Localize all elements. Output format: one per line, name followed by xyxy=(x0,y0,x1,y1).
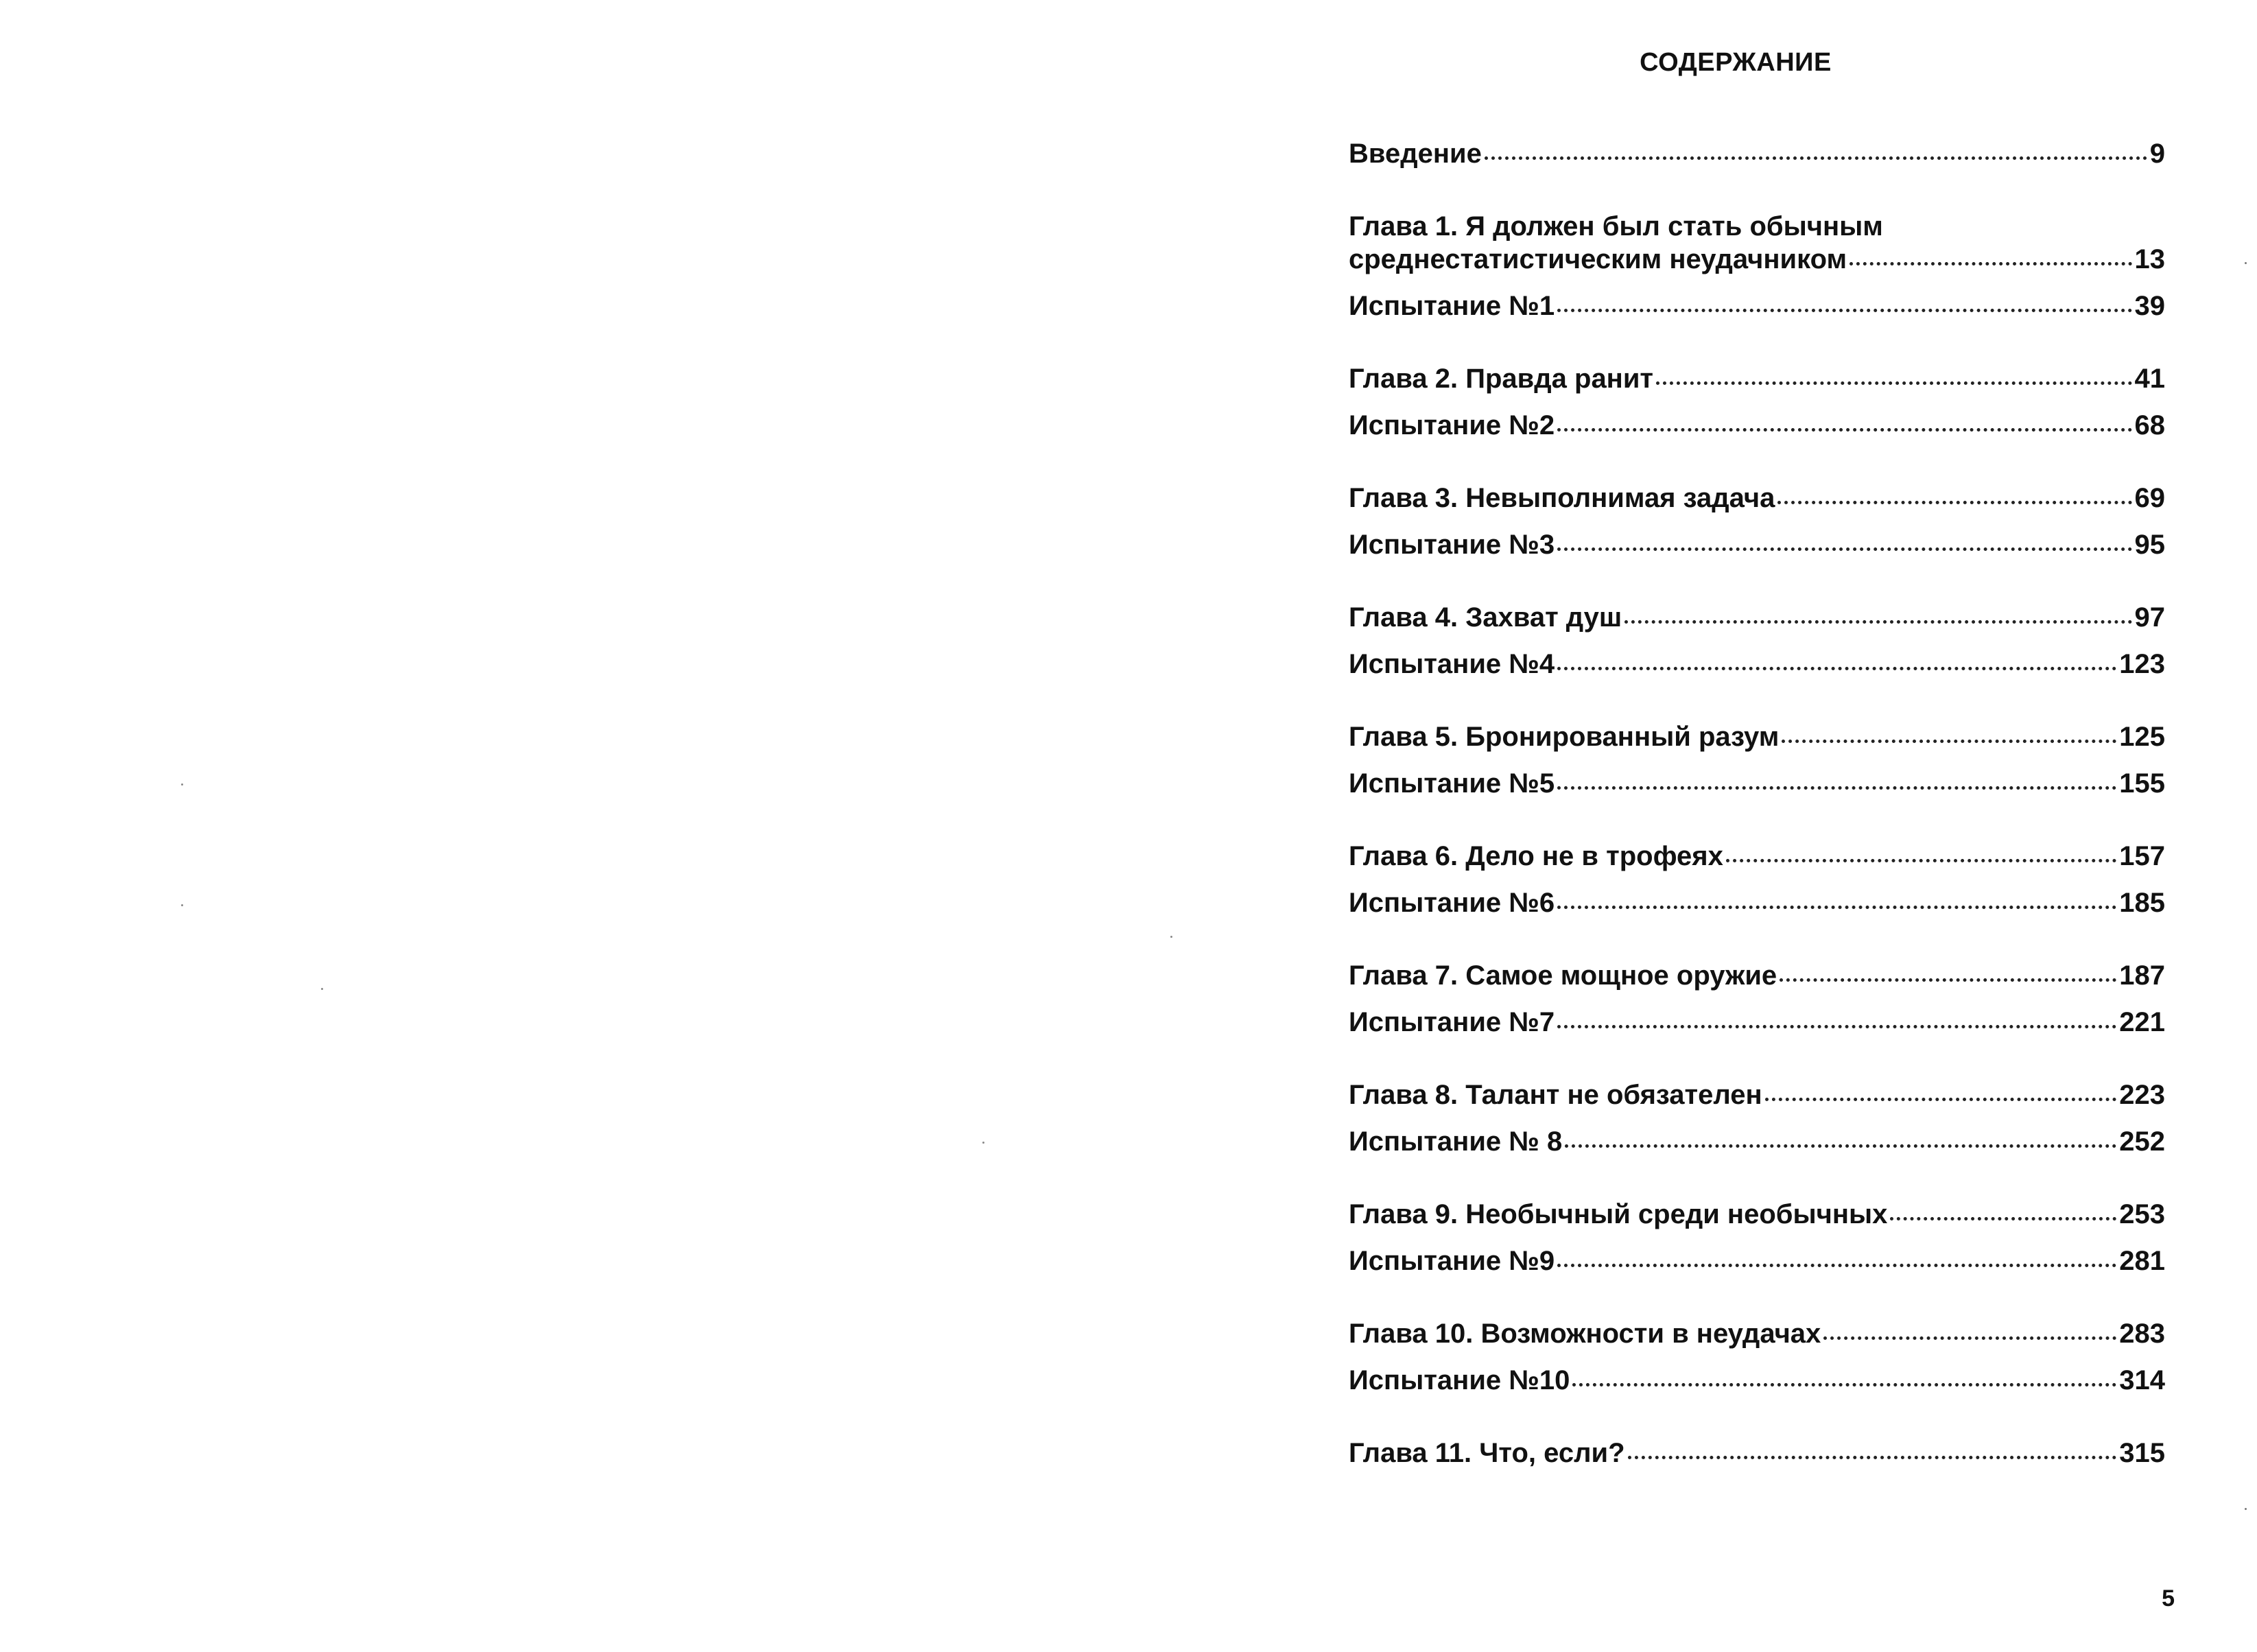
scan-speck xyxy=(181,904,183,906)
toc-entry-label: Глава 11. Что, если? xyxy=(1349,1438,1625,1468)
toc-title: СОДЕРЖАНИЕ xyxy=(1640,48,1832,77)
toc-entry-chapter-2[interactable] xyxy=(1349,362,2165,395)
dot-leader xyxy=(1782,740,2116,743)
dot-leader xyxy=(1572,1383,2116,1386)
toc-entry-introduction[interactable] xyxy=(1349,137,2165,170)
toc-entry-chapter-9[interactable] xyxy=(1349,1198,2165,1231)
toc-entry-chapter-6[interactable] xyxy=(1349,840,2165,873)
toc-entry-chapter-11[interactable] xyxy=(1349,1437,2165,1470)
toc-entry-label: Испытание №10 xyxy=(1349,1365,1570,1395)
toc-entry-label: Испытание №2 xyxy=(1349,410,1555,440)
dot-leader xyxy=(1777,501,2131,504)
toc-entry-page: 314 xyxy=(2119,1365,2165,1395)
toc-entry-page: 69 xyxy=(2134,483,2165,513)
toc-entry-page: 123 xyxy=(2119,649,2165,679)
dot-leader xyxy=(1565,1144,2116,1148)
toc-entry-page: 125 xyxy=(2119,722,2165,752)
toc-entry-page: 253 xyxy=(2119,1199,2165,1229)
toc-entry-page: 283 xyxy=(2119,1319,2165,1349)
toc-entry-page: 9 xyxy=(2149,139,2165,169)
toc-entry-page: 252 xyxy=(2119,1126,2165,1157)
dot-leader xyxy=(1780,978,2116,982)
toc-list xyxy=(1349,137,2165,1470)
dot-leader xyxy=(1557,786,2116,790)
toc-entry-chapter-7[interactable] xyxy=(1349,959,2165,992)
toc-entry-label: Глава 9. Необычный среди необычных xyxy=(1349,1199,1888,1229)
toc-entry-page: 68 xyxy=(2134,410,2165,440)
toc-entry-label: Глава 8. Талант не обязателен xyxy=(1349,1080,1762,1110)
toc-entry-label: Глава 6. Дело не в трофеях xyxy=(1349,841,1723,871)
toc-entry-page: 223 xyxy=(2119,1080,2165,1110)
toc-entry-page: 157 xyxy=(2119,841,2165,871)
toc-entry-label: Глава 2. Правда ранит xyxy=(1349,364,1654,394)
toc-entry-label: Испытание №9 xyxy=(1349,1246,1555,1276)
toc-entry-page: 315 xyxy=(2119,1438,2165,1468)
toc-entry-challenge-6[interactable] xyxy=(1349,886,2165,919)
toc-entry-challenge-5[interactable] xyxy=(1349,767,2165,800)
toc-entry-chapter-4[interactable] xyxy=(1349,601,2165,634)
toc-entry-chapter-3[interactable] xyxy=(1349,482,2165,515)
toc-entry-label: Испытание №1 xyxy=(1349,291,1555,321)
toc-entry-challenge-4[interactable] xyxy=(1349,648,2165,681)
toc-entry-label: Глава 4. Захват душ xyxy=(1349,602,1622,633)
toc-entry-label: Испытание №6 xyxy=(1349,888,1555,918)
dot-leader xyxy=(1485,156,2147,160)
toc-entry-challenge-7[interactable] xyxy=(1349,1006,2165,1039)
toc-entry-challenge-3[interactable] xyxy=(1349,528,2165,561)
toc-entry-page: 221 xyxy=(2119,1007,2165,1037)
toc-entry-label: Глава 7. Самое мощное оружие xyxy=(1349,960,1777,991)
dot-leader xyxy=(1823,1336,2116,1340)
toc-entry-label: среднестатистическим неудачником xyxy=(1349,244,1847,274)
dot-leader xyxy=(1765,1098,2117,1101)
toc-entry-page: 95 xyxy=(2134,530,2165,560)
toc-entry-page: 13 xyxy=(2134,244,2165,274)
scan-speck xyxy=(321,988,323,990)
toc-entry-page: 41 xyxy=(2134,364,2165,394)
toc-entry-chapter-1[interactable] xyxy=(1349,210,2165,276)
toc-entry-page: 155 xyxy=(2119,768,2165,799)
dot-leader xyxy=(1557,309,2131,312)
toc-entry-chapter-10[interactable] xyxy=(1349,1317,2165,1350)
toc-entry-label: Глава 3. Невыполнимая задача xyxy=(1349,483,1775,513)
dot-leader xyxy=(1557,667,2116,670)
dot-leader xyxy=(1557,1025,2116,1028)
dot-leader xyxy=(1557,428,2131,432)
toc-entry-label-line-1: Глава 1. Я должен был стать обычным xyxy=(1349,211,1883,241)
contents-page xyxy=(1276,0,2257,1652)
toc-entry-label: Глава 5. Бронированный разум xyxy=(1349,722,1780,752)
scan-speck xyxy=(181,783,183,786)
toc-entry-page: 187 xyxy=(2119,960,2165,991)
dot-leader xyxy=(1726,859,2116,862)
toc-entry-chapter-8[interactable] xyxy=(1349,1078,2165,1111)
toc-entry-challenge-8[interactable] xyxy=(1349,1125,2165,1158)
toc-entry-label: Испытание №3 xyxy=(1349,530,1555,560)
toc-entry-page: 97 xyxy=(2134,602,2165,633)
scan-speck xyxy=(2245,1508,2247,1510)
scan-speck xyxy=(1170,936,1172,938)
toc-entry-challenge-2[interactable] xyxy=(1349,409,2165,442)
dot-leader xyxy=(1628,1456,2117,1459)
toc-entry-label: Введение xyxy=(1349,139,1482,169)
dot-leader xyxy=(1890,1217,2116,1220)
toc-entry-label: Испытание №5 xyxy=(1349,768,1555,799)
toc-entry-challenge-1[interactable] xyxy=(1349,290,2165,322)
toc-entry-challenge-9[interactable] xyxy=(1349,1244,2165,1277)
toc-entry-label: Испытание № 8 xyxy=(1349,1126,1563,1157)
toc-entry-chapter-5[interactable] xyxy=(1349,720,2165,753)
dot-leader xyxy=(1557,1264,2116,1267)
toc-entry-label: Глава 10. Возможности в неудачах xyxy=(1349,1319,1821,1349)
dot-leader xyxy=(1850,262,2131,266)
toc-entry-page: 281 xyxy=(2119,1246,2165,1276)
dot-leader xyxy=(1557,547,2131,551)
scan-speck xyxy=(2245,262,2247,264)
dot-leader xyxy=(1557,906,2116,909)
toc-entry-challenge-10[interactable] xyxy=(1349,1364,2165,1397)
dot-leader xyxy=(1624,620,2131,624)
toc-entry-page: 185 xyxy=(2119,888,2165,918)
toc-entry-label: Испытание №4 xyxy=(1349,649,1555,679)
toc-entry-page: 39 xyxy=(2134,291,2165,321)
scan-speck xyxy=(982,1142,984,1144)
dot-leader xyxy=(1656,381,2131,385)
toc-entry-label: Испытание №7 xyxy=(1349,1007,1555,1037)
page-number: 5 xyxy=(2162,1585,2175,1612)
